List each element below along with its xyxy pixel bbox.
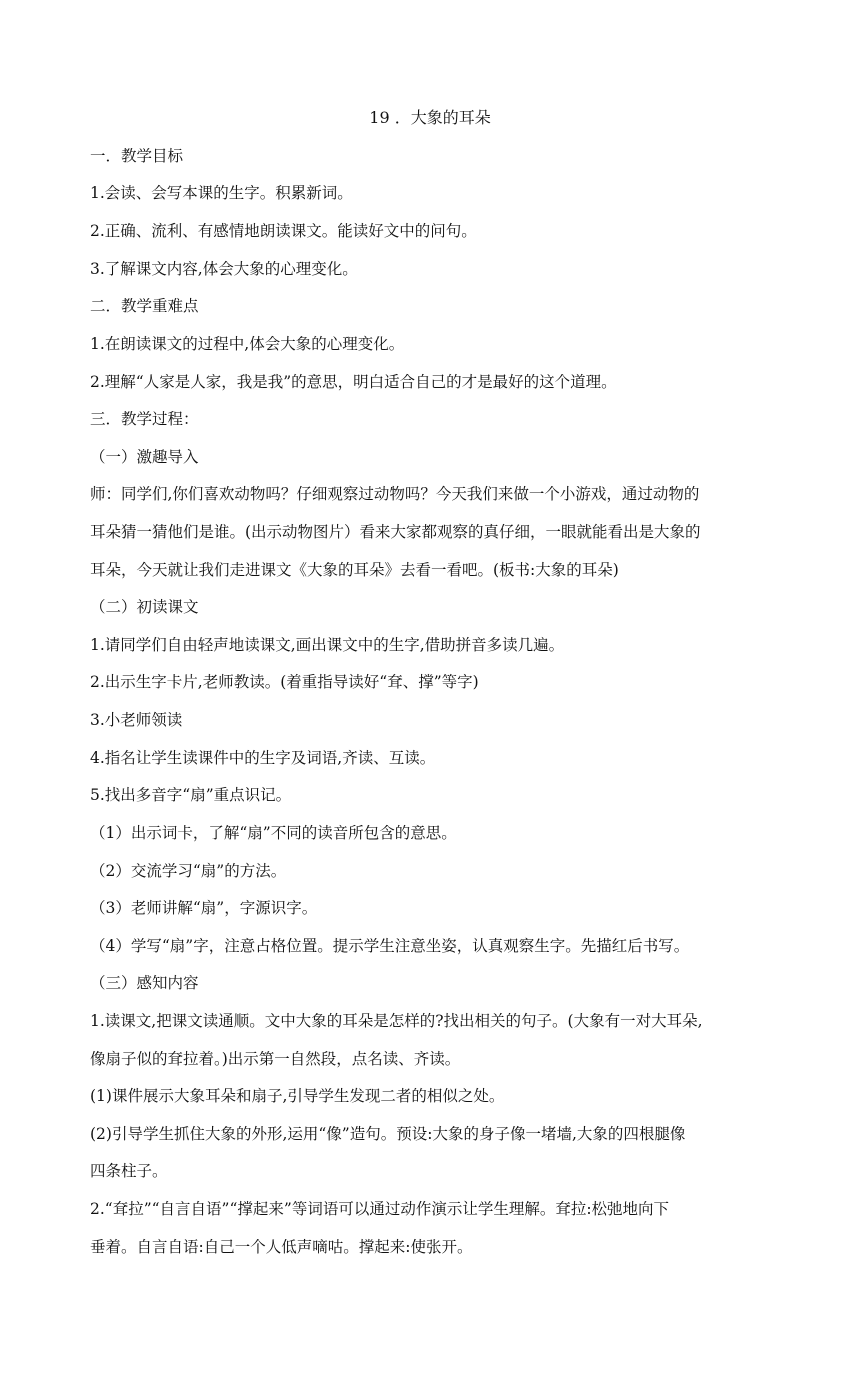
document-title: 19 ．大象的耳朵 xyxy=(369,108,491,127)
subsection-heading: （二）初读课文 xyxy=(90,598,199,616)
paragraph-line: （2）交流学习“扇”的方法。 xyxy=(90,862,287,880)
paragraph-line: 2.“耷拉”“自言自语”“撑起来”等词语可以通过动作演示让学生理解。耷拉:松弛地向下 xyxy=(90,1200,670,1218)
paragraph-line: 垂着。自言自语:自己一个人低声嘀咕。撑起来:使张开。 xyxy=(90,1238,473,1256)
paragraph-line: 4.指名让学生读课件中的生字及词语,齐读、互读。 xyxy=(90,749,436,767)
paragraph-line: （3）老师讲解“扇”，字源识字。 xyxy=(90,899,318,917)
subsection-heading: （一）激趣导入 xyxy=(90,448,199,466)
paragraph-line: 1.在朗读课文的过程中,体会大象的心理变化。 xyxy=(90,335,405,353)
paragraph-line: 3.了解课文内容,体会大象的心理变化。 xyxy=(90,260,358,278)
paragraph-line: 1.会读、会写本课的生字。积累新词。 xyxy=(90,184,353,202)
subsection-heading: （三）感知内容 xyxy=(90,974,199,992)
paragraph-line: 师：同学们,你们喜欢动物吗？仔细观察过动物吗？今天我们来做一个小游戏，通过动物的 xyxy=(90,485,700,503)
paragraph-line: 2.正确、流利、有感情地朗读课文。能读好文中的问句。 xyxy=(90,222,477,240)
paragraph-line: 耳朵猜一猜他们是谁。(出示动物图片）看来大家都观察的真仔细，一眼就能看出是大象的 xyxy=(90,523,701,541)
paragraph-line: 耳朵，今天就让我们走进课文《大象的耳朵》去看一看吧。(板书:大象的耳朵) xyxy=(90,561,619,579)
paragraph-line: 1.请同学们自由轻声地读课文,画出课文中的生字,借助拼音多读几遍。 xyxy=(90,636,565,654)
section-heading: 一．教学目标 xyxy=(90,147,184,165)
paragraph-line: 四条柱子。 xyxy=(90,1162,168,1180)
section-heading: 二．教学重难点 xyxy=(90,297,199,315)
paragraph-line: 像扇子似的耷拉着。)出示第一自然段，点名读、齐读。 xyxy=(90,1050,461,1068)
paragraph-line: 2.出示生字卡片,老师教读。(着重指导读好“耷、撑”等字) xyxy=(90,673,479,691)
paragraph-line: 3.小老师领读 xyxy=(90,711,183,729)
paragraph-line: 2.理解“人家是人家，我是我”的意思，明白适合自己的才是最好的这个道理。 xyxy=(90,373,617,391)
section-heading: 三．教学过程： xyxy=(90,410,199,428)
paragraph-line: (2)引导学生抓住大象的外形,运用“像”造句。预设:大象的身子像一堵墙,大象的四根腿像 xyxy=(90,1125,686,1143)
paragraph-line: 5.找出多音字“扇”重点识记。 xyxy=(90,786,292,804)
paragraph-line: （1）出示词卡，了解“扇”不同的读音所包含的意思。 xyxy=(90,824,457,842)
paragraph-line: 1.读课文,把课文读通顺。文中大象的耳朵是怎样的?找出相关的句子。(大象有一对大耳朵, xyxy=(90,1012,703,1030)
paragraph-line: （4）学写“扇”字，注意占格位置。提示学生注意坐姿，认真观察生字。先描红后书写。 xyxy=(90,937,690,955)
paragraph-line: (1)课件展示大象耳朵和扇子,引导学生发现二者的相似之处。 xyxy=(90,1087,505,1105)
